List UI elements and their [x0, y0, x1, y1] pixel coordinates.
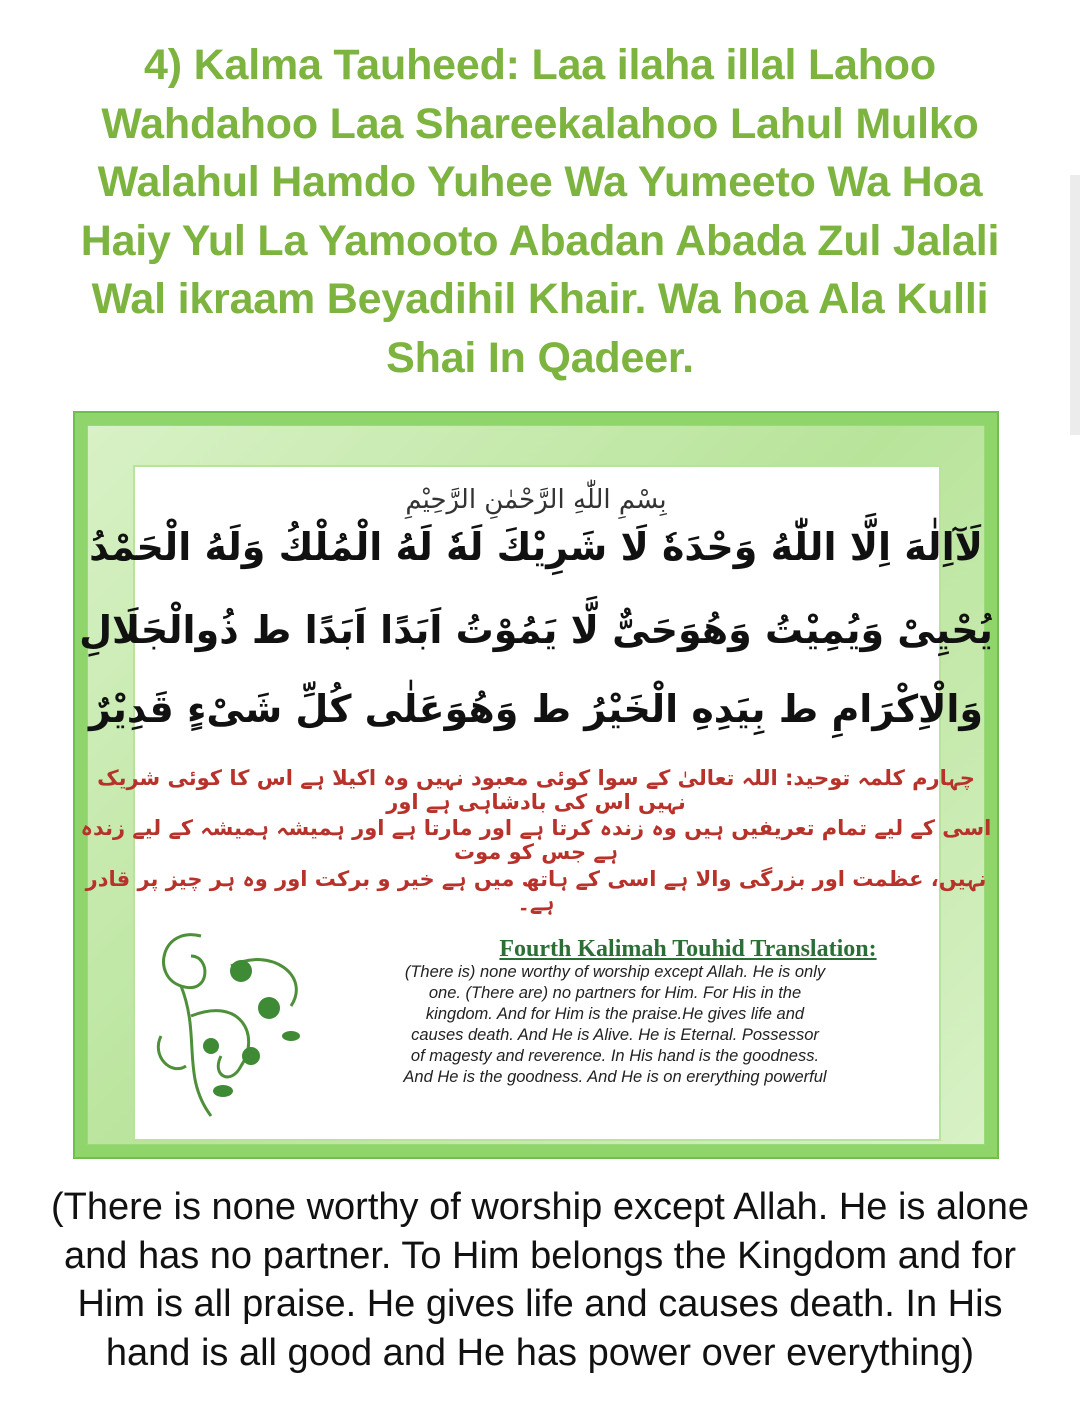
meaning-line: (There is none worthy of worship except Allah. He is alone: [51, 1186, 1029, 1228]
arabic-line: وَالْاِكْرَامِ ط بِيَدِهِ الْخَيْرُ ط وَهُوَعَلٰى كُلِّ شَیْءٍ قَدِيْرٌ: [88, 687, 984, 731]
arabic-line: لَآاِلٰهَ اِلَّا اللّٰهُ وَحْدَهٗ لَا شَرِيْكَ لَهٗ لَهُ الْمُلْكُ وَلَهُ الْحَمْدُ: [89, 525, 983, 569]
translation-line: kingdom. And for Him is the praise.He gives life and: [425, 1005, 805, 1023]
kalma-heading: [20, 36, 1060, 387]
heading-line: Wal ikraam Beyadihil Khair. Wa hoa Ala Kulli: [91, 275, 989, 323]
english-meaning: [10, 1183, 1070, 1377]
meaning-line: hand is all good and He has power over everything): [105, 1331, 975, 1374]
scroll-indicator[interactable]: [1070, 175, 1080, 435]
translation-body: [315, 962, 915, 1088]
arabic-line: يُحْيِىْ وَيُمِيْتُ وَهُوَحَیٌّ لَّا يَمُوْتُ اَبَدًا اَبَدًا ط ذُوالْجَلَالِ: [79, 608, 993, 652]
meaning-line: Him is all praise. He gives life and causes death. In His: [77, 1283, 1003, 1325]
heading-line: Shai In Qadeer.: [386, 333, 694, 382]
translation-line: of magesty and reverence. In His hand is the goodness.: [410, 1047, 820, 1065]
urdu-line: اسی کے لیے تمام تعریفیں ہیں وہ زندہ کرتا ہے اور مارتا ہے اور ہمیشہ ہمیشہ کے لیے زندہ ہے جس کو موت: [80, 816, 992, 864]
heading-line: Walahul Hamdo Yuhee Wa Yumeeto Wa Hoa: [97, 158, 983, 206]
meaning-line: and has no partner. To Him belongs the Kingdom and for: [63, 1234, 1017, 1277]
heading-line: Haiy Yul La Yamooto Abadan Abada Zul Jalali: [80, 216, 1000, 265]
heading-line: Wahdahoo Laa Shareekalahoo Lahul Mulko: [101, 99, 979, 148]
translation-line: And He is the goodness. And He is on ererything powerful: [403, 1068, 827, 1086]
translation-title: Fourth Kalimah Touhid Translation:: [499, 936, 877, 962]
kalma-image-card: [73, 411, 999, 1159]
translation-line: causes death. And He is Alive. He is Eternal. Possessor: [411, 1026, 819, 1044]
bismillah-calligraphy: بِسْمِ اللّٰهِ الرَّحْمٰنِ الرَّحِيْمِ: [405, 485, 667, 515]
translation-line: one. (There are) no partners for Him. For His in the: [428, 984, 802, 1002]
heading-line: 4) Kalma Tauheed: Laa ilaha illal Lahoo: [144, 41, 936, 89]
translation-line: (There is) none worthy of worship except Allah. He is only: [404, 963, 826, 981]
urdu-line: نہیں، عظمت اور بزرگی والا ہے اسی کے ہاتھ میں ہے خیر و برکت اور وہ ہر چیز پر قادر ہے۔: [85, 867, 987, 915]
urdu-line: چہارم کلمہ توحید: اللہ تعالیٰ کے سوا کوئی معبود نہیں وہ اکیلا ہے اس کا کوئی شریک نہیں اس کی بادشاہی ہے اور: [97, 766, 975, 814]
